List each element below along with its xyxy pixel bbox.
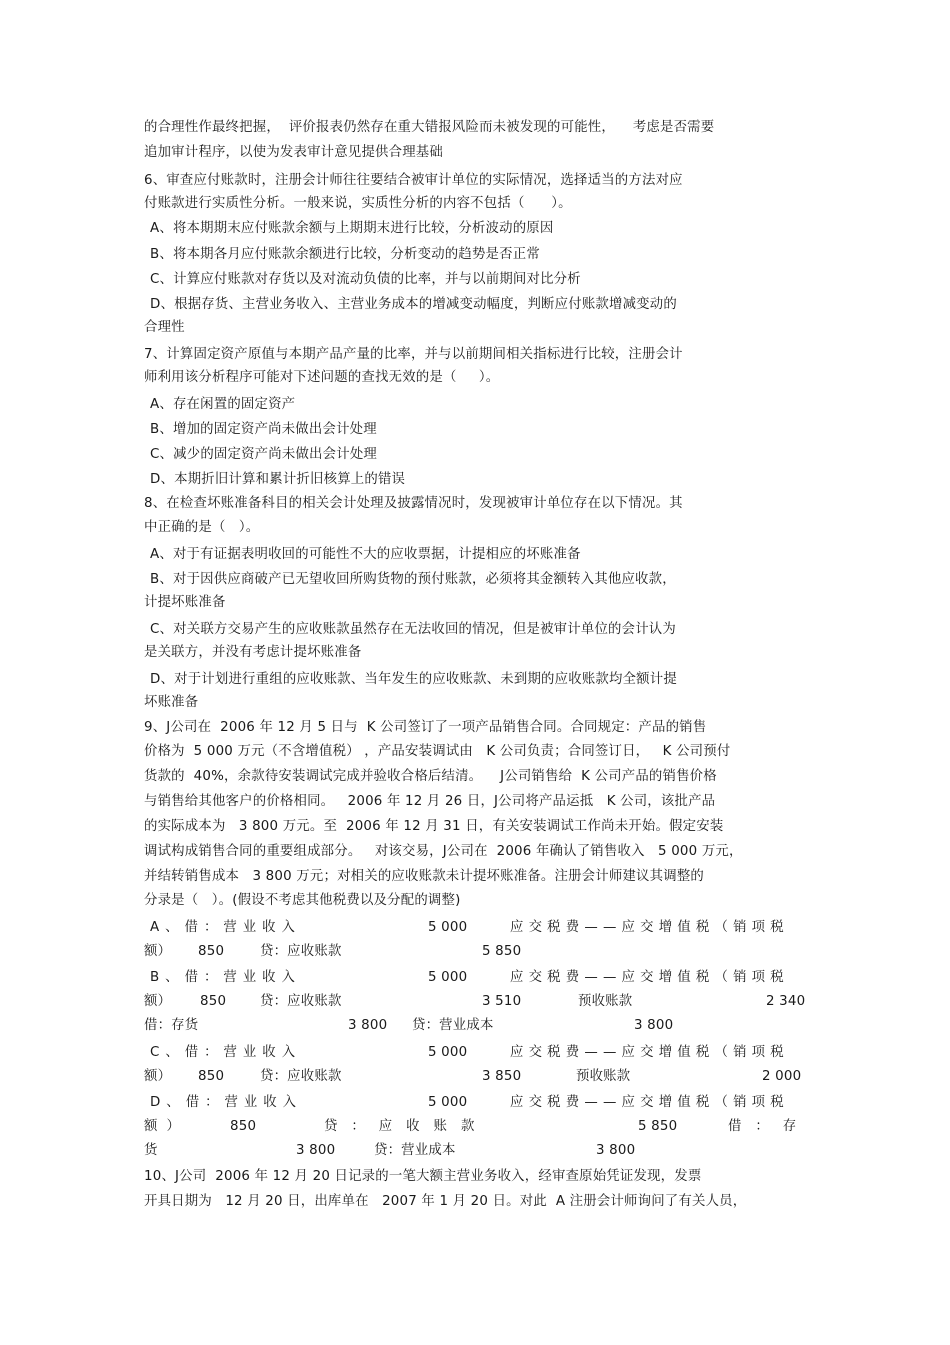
- option-c-entry-row: [144, 1043, 806, 1063]
- entry-amount: 5 850: [482, 944, 522, 959]
- entry-text: 预收账款: [578, 994, 633, 1009]
- entry-text: 应交税费——应交增值税（销项税: [510, 920, 789, 935]
- entry-text: D、借：营业收入: [150, 1095, 303, 1110]
- entry-text: 额）: [144, 1069, 172, 1084]
- entry-text: 贷：营业成本: [374, 1143, 456, 1158]
- entry-text: 贷：应收账款: [324, 1119, 489, 1134]
- entry-amount: 850: [200, 994, 227, 1009]
- option-d: D、对于计划进行重组的应收账款、当年发生的应收账款、未到期的应收账款均全额计提: [150, 672, 677, 687]
- option-c-continued: 是关联方，并没有考虑计提坏账准备: [144, 645, 362, 660]
- question-9-stem: 与销售给其他客户的价格相同。 2006 年 12 月 26 日，J公司将产品运抵 K 公司，该批产品: [144, 794, 716, 809]
- entry-text: 贷：营业成本: [412, 1018, 494, 1033]
- option-d: D、本期折旧计算和累计折旧核算上的错误: [150, 472, 406, 487]
- entry-amount: 5 000: [428, 970, 468, 985]
- question-9-stem: 并结转销售成本 3 800 万元；对相关的应收账款未计提坏账准备。注册会计师建议其调整的: [144, 869, 705, 884]
- question-9-stem: 分录是（ ）。(假设不考虑其他税费以及分配的调整): [144, 893, 461, 908]
- option-b: B、增加的固定资产尚未做出会计处理: [150, 422, 377, 437]
- option-d: D、根据存货、主营业务收入、主营业务成本的增减变动幅度，判断应付账款增减变动的: [150, 297, 677, 312]
- entry-amount: 5 000: [428, 1095, 468, 1110]
- entry-amount: 5 000: [428, 920, 468, 935]
- option-b-continued: 计提坏账准备: [144, 595, 226, 610]
- entry-amount: 3 510: [482, 994, 522, 1009]
- question-9-stem: 价格为 5 000 万元（不含增值税） ，产品安装调试由 K 公司负责；合同签订日， K 公司预付: [144, 744, 731, 759]
- entry-text: 额）: [144, 944, 172, 959]
- entry-amount: 3 850: [482, 1069, 522, 1084]
- entry-amount: 2 000: [762, 1069, 802, 1084]
- question-7-stem: 7、计算固定资产原值与本期产品产量的比率，并与以前期间相关指标进行比较，注册会计: [144, 347, 683, 362]
- option-b: B、将本期各月应付账款余额进行比较，分析变动的趋势是否正常: [150, 247, 540, 262]
- option-c: C、减少的固定资产尚未做出会计处理: [150, 447, 377, 462]
- entry-amount: 3 800: [348, 1018, 388, 1033]
- entry-text: B、借：营业收入: [150, 970, 301, 985]
- option-d-entry-row: [144, 1117, 811, 1137]
- entry-text: 贷：应收账款: [260, 994, 342, 1009]
- text-line: 追加审计程序，以使为发表审计意见提供合理基础: [144, 145, 443, 160]
- question-10-stem: 开具日期为 12 月 20 日，出库单在 2007 年 1 月 20 日。对此 A 注册会计师询问了有关人员，: [144, 1194, 747, 1209]
- question-10-stem: 10、J公司 2006 年 12 月 20 日记录的一笔大额主营业务收入，经审查原始凭证发现，发票: [144, 1169, 702, 1184]
- question-9-stem: 9、J公司在 2006 年 12 月 5 日与 K 公司签订了一项产品销售合同。合同规定：产品的销售: [144, 720, 707, 735]
- option-a: A、存在闲置的固定资产: [150, 397, 296, 412]
- entry-text: 货: [144, 1143, 158, 1158]
- option-d-entry-row: [144, 1141, 806, 1161]
- entry-text: A、借：营业收入: [150, 920, 301, 935]
- option-d-entry-row: [144, 1093, 806, 1113]
- option-d-continued: 合理性: [144, 320, 185, 335]
- question-6-stem: 付账款进行实质性分析。一般来说，实质性分析的内容不包括（ ）。: [144, 196, 572, 211]
- option-c: C、计算应付账款对存货以及对流动负债的比率，并与以前期间对比分析: [150, 272, 581, 287]
- entry-amount: 5 850: [638, 1119, 678, 1134]
- question-9-stem: 调试构成销售合同的重要组成部分。 对该交易，J公司在 2006 年确认了销售收入 5 000 万元，: [144, 844, 743, 859]
- entry-text: 贷：应收账款: [260, 944, 342, 959]
- text-line: 的合理性作最终把握， 评价报表仍然存在重大错报风险而未被发现的可能性， 考虑是否需要: [144, 120, 715, 135]
- option-b-entry-row: [144, 1016, 806, 1036]
- question-6-stem: 6、审查应付账款时，注册会计师往往要结合被审计单位的实际情况，选择适当的方法对应: [144, 173, 683, 188]
- entry-amount: 850: [230, 1119, 257, 1134]
- option-b-entry-row: [144, 968, 806, 988]
- entry-amount: 850: [198, 944, 225, 959]
- entry-text: 应交税费——应交增值税（销项税: [510, 1045, 789, 1060]
- entry-text: 贷：应收账款: [260, 1069, 342, 1084]
- entry-text: 应交税费——应交增值税（销项税: [510, 970, 789, 985]
- entry-text: 额）: [144, 994, 172, 1009]
- entry-amount: 850: [198, 1069, 225, 1084]
- question-9-stem: 货款的 40%，余款待安装调试完成并验收合格后结清。 J公司销售给 K 公司产品的销售价格: [144, 769, 717, 784]
- entry-amount: 2 340: [766, 994, 806, 1009]
- entry-amount: 5 000: [428, 1045, 468, 1060]
- option-b: B、对于因供应商破产已无望收回所购货物的预付账款，必须将其金额转入其他应收款，: [150, 572, 676, 587]
- question-9-stem: 的实际成本为 3 800 万元。至 2006 年 12 月 31 日，有关安装调试工作尚未开始。假定安装: [144, 819, 724, 834]
- option-a-entry-row: [144, 942, 806, 962]
- entry-amount: 3 800: [296, 1143, 336, 1158]
- entry-text: 借：存: [728, 1119, 811, 1134]
- question-8-stem: 8、在检查坏账准备科目的相关会计处理及披露情况时，发现被审计单位存在以下情况。其: [144, 496, 683, 511]
- entry-text: 应交税费——应交增值税（销项税: [510, 1095, 789, 1110]
- option-a-entry-row: [144, 918, 806, 938]
- entry-amount: 3 800: [596, 1143, 636, 1158]
- option-c-entry-row: [144, 1067, 806, 1087]
- option-d-continued: 坏账准备: [144, 695, 199, 710]
- entry-text: 额 ）: [144, 1119, 181, 1134]
- question-7-stem: 师利用该分析程序可能对下述问题的查找无效的是（ ）。: [144, 370, 500, 385]
- option-a: A、对于有证据表明收回的可能性不大的应收票据，计提相应的坏账准备: [150, 547, 581, 562]
- entry-text: C、借：营业收入: [150, 1045, 302, 1060]
- option-b-entry-row: [144, 992, 806, 1012]
- question-8-stem: 中正确的是（ ）。: [144, 520, 260, 535]
- option-a: A、将本期期末应付账款余额与上期期末进行比较，分析波动的原因: [150, 221, 554, 236]
- entry-amount: 3 800: [634, 1018, 674, 1033]
- entry-text: 借：存货: [144, 1018, 199, 1033]
- option-c: C、对关联方交易产生的应收账款虽然存在无法收回的情况，但是被审计单位的会计认为: [150, 622, 676, 637]
- entry-text: 预收账款: [576, 1069, 631, 1084]
